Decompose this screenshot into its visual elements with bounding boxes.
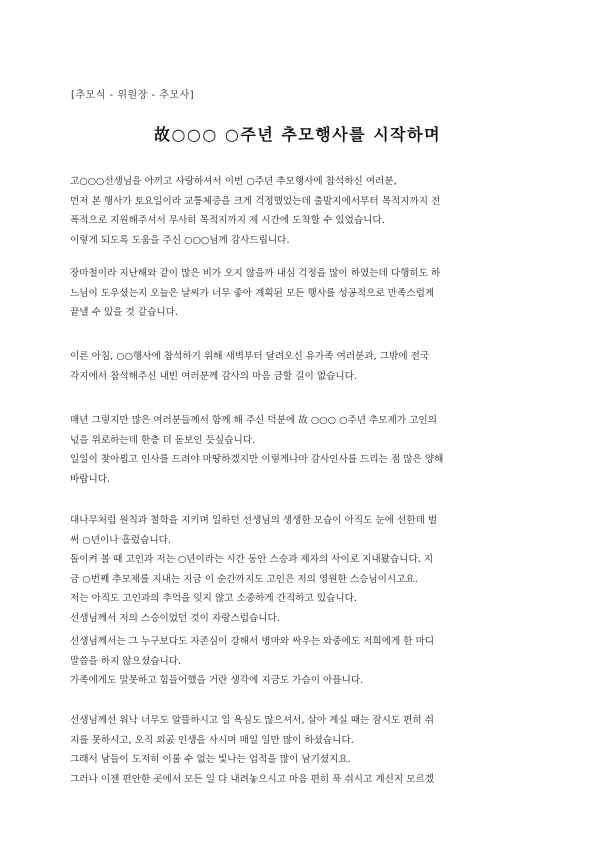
text-line: 폭적으로 지원해주셔서 무사히 목적지까지 제 시간에 도착할 수 있었습니다.	[70, 215, 385, 226]
text-line: 대나무처럼 원칙과 철학을 지키며 일하던 선생님의 생생한 모습이 아직도 눈에 선한데 벌	[70, 515, 438, 526]
text-line: 각지에서 참석해주신 내빈 여러분께 감사의 마음 금할 길이 없습니다.	[70, 370, 357, 382]
text-line: 끝낼 수 있을 것 같습니다.	[70, 307, 178, 318]
paragraph-4	[70, 411, 532, 489]
text-line: 지를 못하시고, 오직 외곬 인생을 사시며 매일 일만 많이 하셨습니다.	[70, 734, 354, 746]
text-line: 바랍니다.	[70, 473, 111, 485]
text-line: 써 ○년이나 흘렀습니다.	[70, 534, 171, 546]
text-line: 그래서 남들이 도저히 이룰 수 없는 빛나는 업적을 많이 남기셨지요.	[70, 754, 351, 765]
text-line: 금 ○번째 추모제를 지내는 지금 이 순간까지도 고인은 저의 영원한 스승님이시고요.	[70, 573, 418, 585]
text-line: 저는 아직도 고인과의 추억을 잊지 않고 소중하게 간직하고 있습니다.	[70, 593, 357, 604]
text-line: 장마철이라 지난해와 같이 많은 비가 오지 않을까 내심 걱정을 많이 하였는데 다행히도 하	[70, 268, 441, 279]
text-line: 말씀을 하지 않으셨습니다.	[70, 655, 182, 667]
text-line: 매년 그렇지만 많은 여러분들께서 함께 해 주신 덕분에 故 ○○○ ○주년 추모제가 고인의	[70, 415, 437, 426]
paragraph-3	[70, 347, 532, 386]
text-line: 선생님께서 저의 스승이었던 것이 자랑스럽습니다.	[70, 612, 280, 624]
paragraph-5	[70, 511, 532, 628]
page-title: 故○○○ ○주년 추모행사를 시작하며	[153, 125, 442, 144]
text-line: 고○○○선생님을 아끼고 사랑하셔서 이번 ○주년 추모행사에 참석하신 여러분,	[70, 176, 397, 187]
text-line: 선생님께선 워낙 너무도 알뜰하시고 일 욕심도 많으셔서, 살아 계실 때는 잠시도 편히 쉬	[70, 715, 435, 726]
text-line: 이렇게 되도록 도움을 주신 ○○○님께 감사드립니다.	[70, 234, 290, 246]
text-line: 먼저 본 행사가 토요일이라 교통체증을 크게 걱정했었는데 출발지에서부터 목적지까지 전	[70, 195, 441, 207]
text-line: 선생님께서는 그 누구보다도 자존심이 강해서 병마와 싸우는 와중에도 저희에게 한 마디	[70, 636, 435, 647]
paragraph-6	[70, 632, 532, 691]
text-line: 일일이 찾아뵙고 인사를 드려야 마땅하겠지만 이렇게나마 감사인사를 드리는 점 많은 양해	[70, 454, 444, 465]
section-tag: [추모식 - 위원장 - 추모사]	[71, 90, 195, 101]
text-line: 느님이 도우셨는지 오늘은 날씨가 너무 좋아 계획된 모든 행사를 성공적으로 만족스럽게	[70, 287, 435, 299]
text-line: 그러나 이젠 편안한 곳에서 모든 일 다 내려놓으시고 마음 편히 푹 쉬시고 계신지 모르겠	[70, 773, 435, 785]
paragraph-7	[70, 711, 532, 789]
text-line: 넋을 위로하는데 한층 더 돋보인 듯싶습니다.	[70, 434, 256, 446]
text-line: 돌이켜 볼 때 고인과 저는 ○년이라는 시간 동안 스승과 제자의 사이로 지내왔습니다. 지	[70, 554, 434, 565]
paragraph-1	[70, 172, 532, 250]
text-line: 이른 아침, ○○행사에 참석하기 위해 새벽부터 달려오신 유가족 여러분과, 그밖에 전국	[70, 351, 430, 362]
paragraph-2	[70, 264, 532, 323]
text-line: 가족에게도 말못하고 힘들어했을 거란 생각에 지금도 가슴이 아픕니다.	[70, 675, 364, 686]
